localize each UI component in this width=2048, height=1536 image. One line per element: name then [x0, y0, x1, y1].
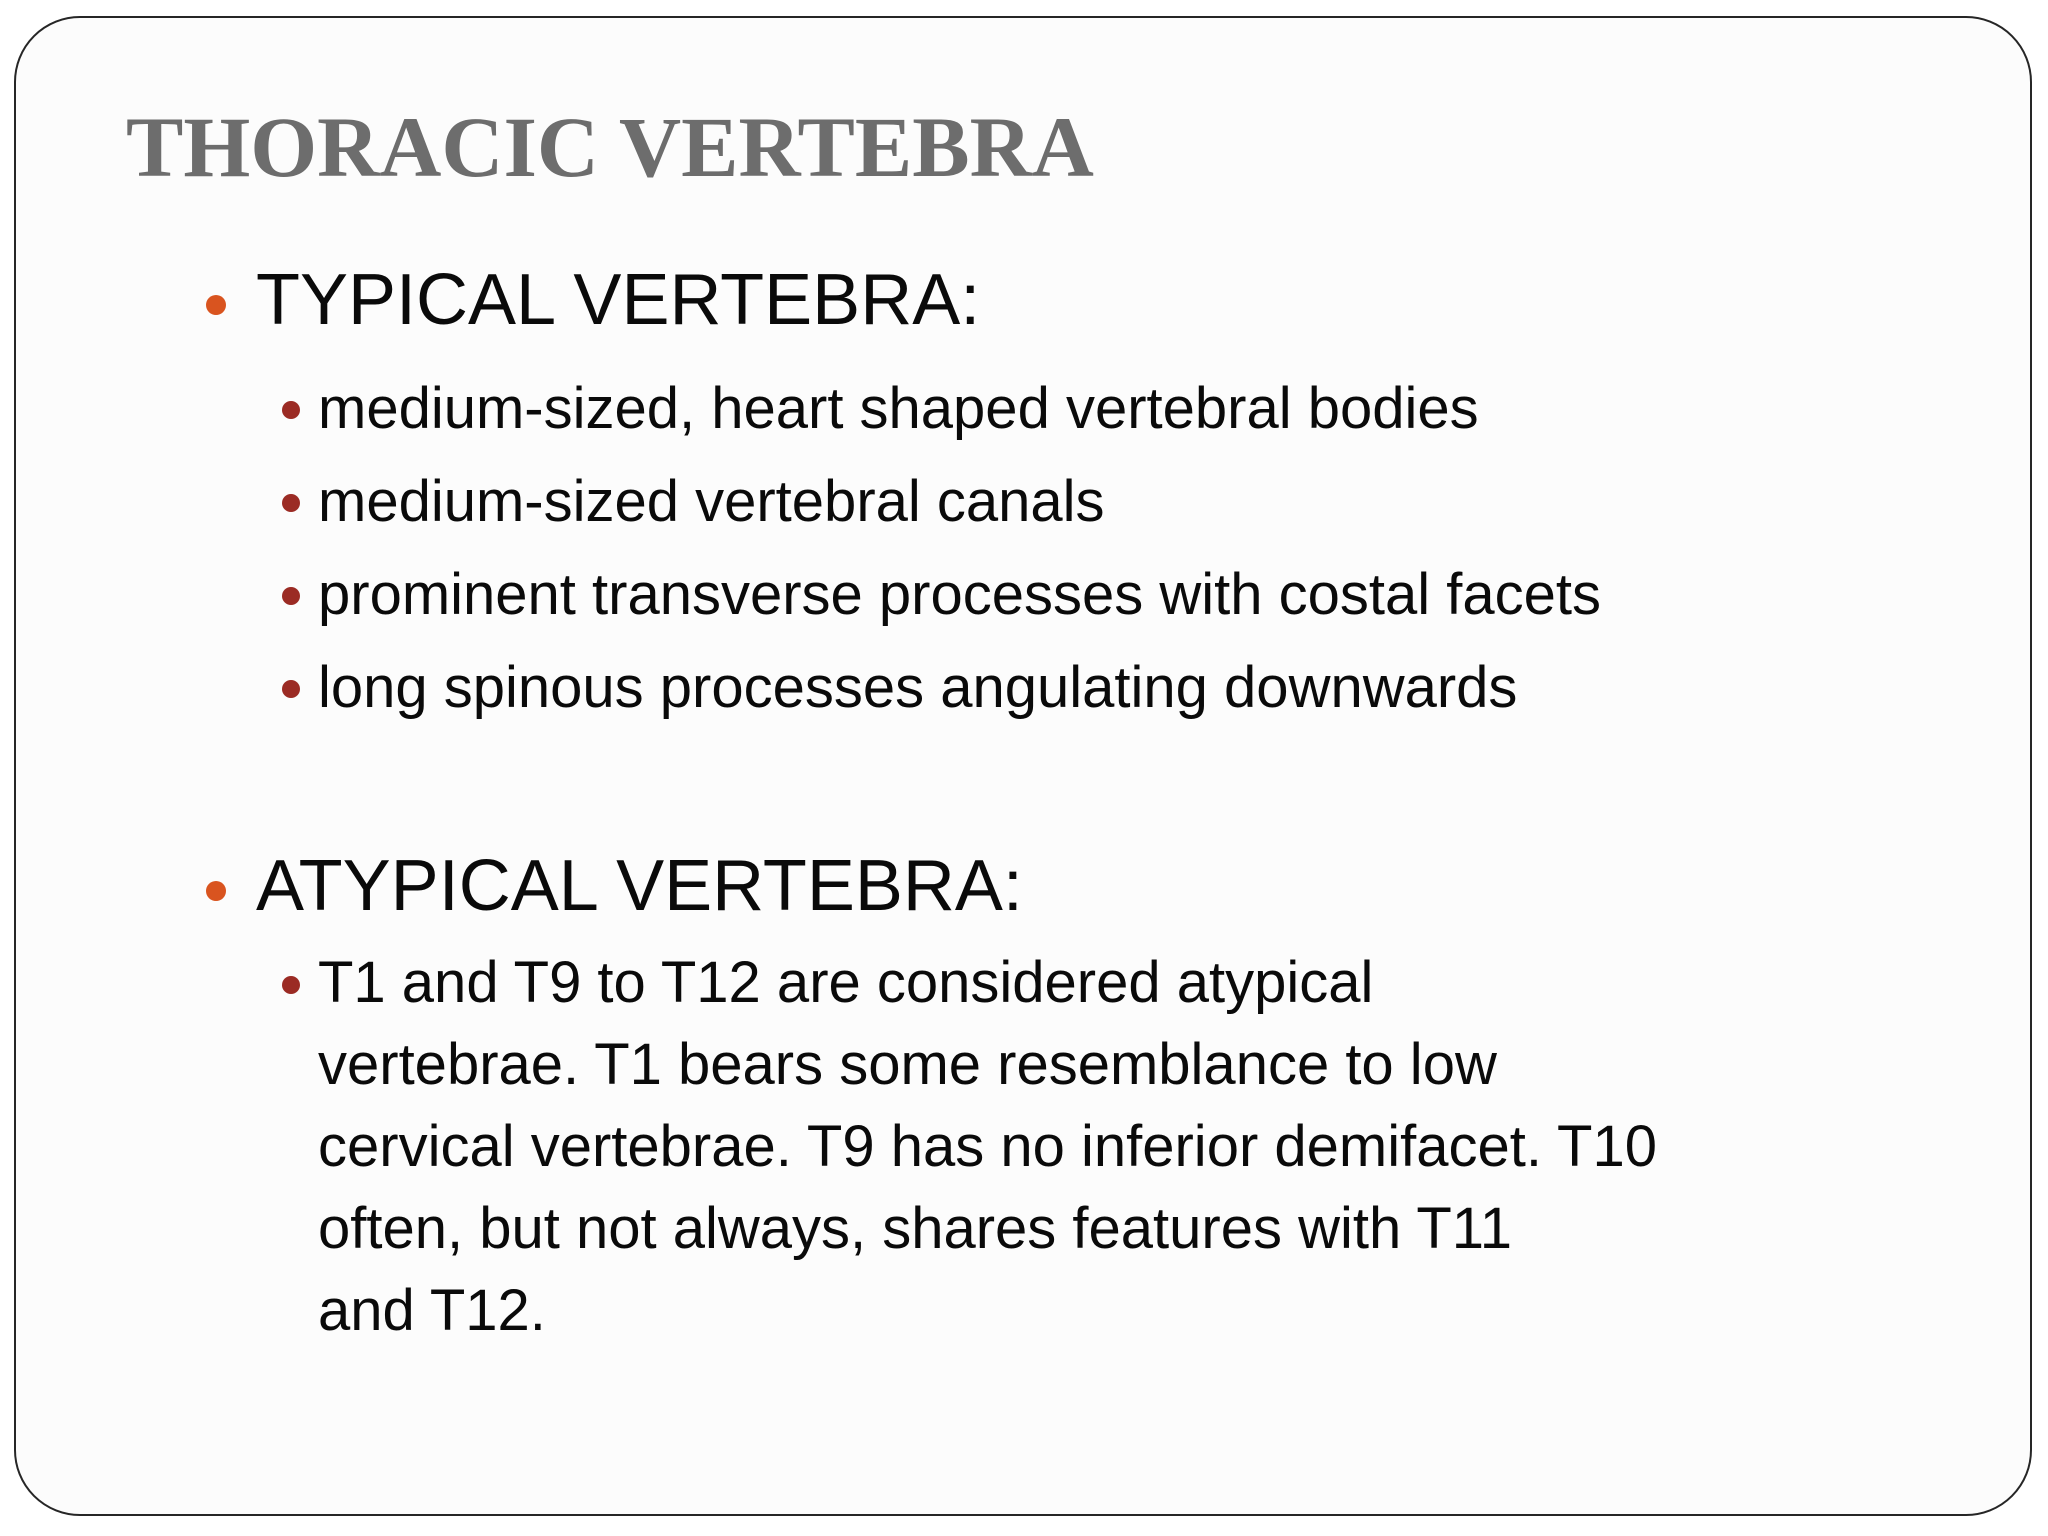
bullet-dot-icon [282, 587, 300, 605]
section-heading: ATYPICAL VERTEBRA: [256, 846, 1023, 926]
bullet-dot-icon [282, 680, 300, 698]
bullet-dot-icon [282, 401, 300, 419]
list-item [318, 646, 1517, 729]
section-heading: TYPICAL VERTEBRA: [256, 260, 981, 340]
bullet-dot-icon [206, 295, 226, 315]
paragraph-line: T1 and T9 to T12 are considered atypical [318, 950, 1374, 1015]
list-item-text: medium-sized vertebral canals [318, 469, 1105, 534]
list-item-text: medium-sized, heart shaped vertebral bodies [318, 376, 1479, 441]
list-item [318, 367, 1479, 450]
list-item-text: prominent transverse processes with costal facets [318, 562, 1601, 627]
bullet-dot-icon [282, 494, 300, 512]
bullet-dot-icon [282, 976, 300, 994]
list-item [318, 553, 1601, 636]
paragraph-line: cervical vertebrae. T9 has no inferior demifacet. T10 [318, 1114, 1657, 1179]
list-item [318, 460, 1105, 543]
bullet-typical-vertebra [256, 260, 981, 340]
bullet-atypical-vertebra [256, 846, 1023, 926]
paragraph-line: vertebrae. T1 bears some resemblance to low [318, 1032, 1497, 1097]
paragraph-line: often, but not always, shares features with T11 [318, 1196, 1512, 1261]
list-item-text: long spinous processes angulating downwards [318, 655, 1518, 720]
list-item-paragraph [318, 942, 1657, 1352]
paragraph-line: and T12. [318, 1278, 546, 1343]
slide-title: THORACIC VERTEBRA [126, 99, 1094, 195]
slide [14, 16, 2032, 1516]
bullet-dot-icon [206, 881, 226, 901]
slide-content [16, 18, 2030, 1514]
